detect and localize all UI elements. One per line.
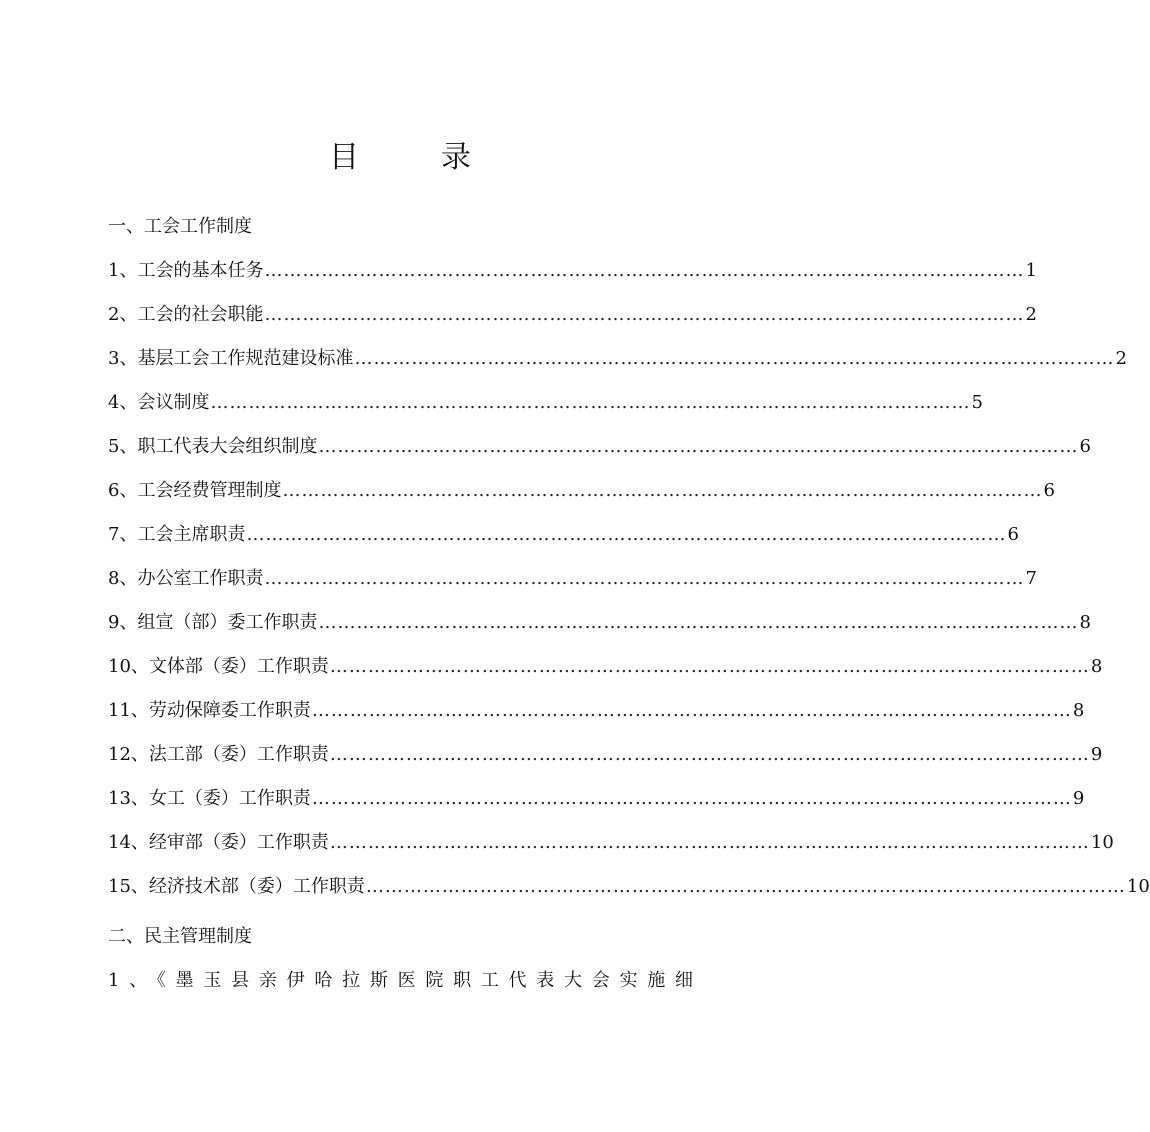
toc-entry-page: 2 xyxy=(1025,304,1037,325)
toc-leader-dots: ………………………………………………………………………………………………………… xyxy=(264,260,1025,281)
toc-leader-dots: ………………………………………………………………………………………………………… xyxy=(365,876,1126,897)
toc-leader-dots: ………………………………………………………………………………………………………… xyxy=(311,700,1072,721)
toc-entry-label: 5、职工代表大会组织制度 xyxy=(108,436,318,457)
toc-leader-dots: ………………………………………………………………………………………………………… xyxy=(210,392,971,413)
toc-entry-label: 3、基层工会工作规范建设标准 xyxy=(108,348,354,369)
toc-entry-label: 12、法工部（委）工作职责 xyxy=(108,744,329,765)
toc-entry[interactable] xyxy=(108,828,1114,858)
section-heading-2: 二、民主管理制度 xyxy=(108,926,252,947)
toc-entry-label: 8、办公室工作职责 xyxy=(108,568,264,589)
toc-entry-label: 9、组宣（部）委工作职责 xyxy=(108,612,318,633)
toc-entry-page: 6 xyxy=(1079,436,1091,457)
toc-entry-label: 2、工会的社会职能 xyxy=(108,304,264,325)
toc-entry-page: 9 xyxy=(1090,744,1103,765)
toc-entry-page: 10 xyxy=(1090,832,1114,853)
toc-entry-page: 6 xyxy=(1043,480,1055,501)
toc-entry[interactable] xyxy=(108,256,1037,286)
toc-entry-page: 1 xyxy=(1025,260,1037,281)
toc-entry[interactable] xyxy=(108,388,983,418)
toc-entry[interactable] xyxy=(108,520,1019,550)
toc-entry-page: 8 xyxy=(1072,700,1085,721)
toc-entry-label: 14、经审部（委）工作职责 xyxy=(108,832,329,853)
section-heading-1: 一、工会工作制度 xyxy=(108,216,252,237)
toc-entry-page: 9 xyxy=(1072,788,1085,809)
toc-entry-page: 7 xyxy=(1025,568,1037,589)
toc-entry-wrapped[interactable]: 1、《墨玉县亲伊哈拉斯医院职工代表大会实施细 xyxy=(108,970,693,991)
toc-entry-label: 1、工会的基本任务 xyxy=(108,260,264,281)
toc-entry[interactable] xyxy=(108,784,1085,814)
toc-entry-page: 10 xyxy=(1126,876,1150,897)
toc-entry-label: 11、劳动保障委工作职责 xyxy=(108,700,311,721)
toc-leader-dots: ………………………………………………………………………………………………………… xyxy=(282,480,1043,501)
toc-entry-label: 15、经济技术部（委）工作职责 xyxy=(108,876,365,897)
toc-entry-page: 8 xyxy=(1079,612,1091,633)
toc-leader-dots: ………………………………………………………………………………………………………… xyxy=(329,832,1090,853)
toc-entry[interactable] xyxy=(108,432,1091,462)
toc-leader-dots: ………………………………………………………………………………………………………… xyxy=(318,436,1079,457)
toc-leader-dots: ………………………………………………………………………………………………………… xyxy=(246,524,1007,545)
toc-entry-page: 5 xyxy=(971,392,983,413)
toc-leader-dots: ………………………………………………………………………………………………………… xyxy=(354,348,1115,369)
toc-entry[interactable] xyxy=(108,476,1055,506)
toc-entry-page: 6 xyxy=(1007,524,1019,545)
toc-leader-dots: ………………………………………………………………………………………………………… xyxy=(264,304,1025,325)
toc-leader-dots: ………………………………………………………………………………………………………… xyxy=(329,744,1090,765)
toc-entry-label: 6、工会经费管理制度 xyxy=(108,480,282,501)
page-title: 目 录 xyxy=(329,140,497,175)
toc-entry-label: 13、女工（委）工作职责 xyxy=(108,788,311,809)
toc-entry[interactable] xyxy=(108,740,1103,770)
toc-entry-label: 4、会议制度 xyxy=(108,392,210,413)
toc-entry[interactable] xyxy=(108,652,1103,682)
toc-entry-label: 7、工会主席职责 xyxy=(108,524,246,545)
toc-entry-page: 2 xyxy=(1115,348,1127,369)
toc-entry[interactable] xyxy=(108,872,1150,902)
toc-entry-page: 8 xyxy=(1090,656,1103,677)
toc-entry[interactable] xyxy=(108,564,1037,594)
toc-entry[interactable] xyxy=(108,608,1091,638)
toc-leader-dots: ………………………………………………………………………………………………………… xyxy=(318,612,1079,633)
toc-entry[interactable] xyxy=(108,344,1127,374)
toc-leader-dots: ………………………………………………………………………………………………………… xyxy=(264,568,1025,589)
toc-leader-dots: ………………………………………………………………………………………………………… xyxy=(329,656,1090,677)
toc-entry-label: 10、文体部（委）工作职责 xyxy=(108,656,329,677)
toc-leader-dots: ………………………………………………………………………………………………………… xyxy=(311,788,1072,809)
toc-entry[interactable] xyxy=(108,300,1037,330)
toc-entry[interactable] xyxy=(108,696,1085,726)
